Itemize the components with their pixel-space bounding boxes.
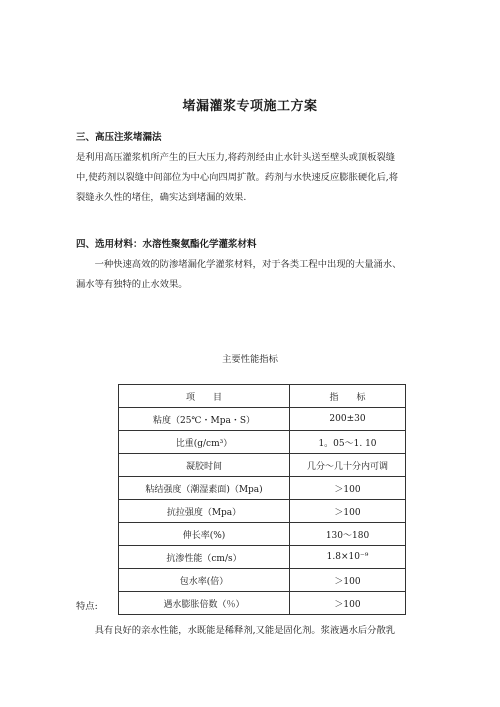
performance-table	[118, 384, 406, 615]
row-item: 粘结强度（潮湿素面)（Mpa)	[119, 477, 290, 500]
row-item: 包水率(倍）	[119, 569, 290, 592]
row-item: 粘度（25℃・Mpa・S）	[119, 408, 290, 431]
row-value: ＞100	[290, 477, 406, 500]
section-4-body	[76, 255, 436, 295]
header-value: 指 标	[290, 385, 406, 408]
row-value: 130～180	[290, 523, 406, 546]
row-item: 比重(g/cm³）	[119, 431, 290, 454]
table-row	[119, 431, 406, 454]
row-item: 抗渗性能（cm/s）	[119, 546, 290, 569]
section-3-body	[76, 148, 436, 208]
section-4-heading: 四、选用材料：水溶性聚氨酯化学灌浆材料	[76, 239, 257, 250]
section-3-line: 裂缝永久性的堵住，确实达到堵漏的效果.	[76, 192, 247, 203]
row-value: 几分～几十分内可调	[290, 454, 406, 477]
section-3-line: 是利用高压灌浆机所产生的巨大压力,将药剂经由止水针头送至壁头或顶板裂缝	[76, 152, 396, 163]
section-3-heading: 三、高压注浆堵漏法	[76, 132, 162, 143]
document-title: 堵漏灌浆专项施工方案	[182, 99, 318, 114]
table-row	[119, 523, 406, 546]
row-item: 抗拉强度（Mpa）	[119, 500, 290, 523]
table-header-row	[119, 385, 406, 408]
features-label: 特点:	[76, 601, 98, 612]
row-item: 遇水膨胀倍数（％）	[119, 592, 290, 615]
table-row	[119, 454, 406, 477]
table-caption: 主要性能指标	[222, 354, 278, 365]
row-value: ＞100	[290, 569, 406, 592]
table-row	[119, 546, 406, 569]
table-row	[119, 500, 406, 523]
header-item: 项 目	[119, 385, 290, 408]
row-item: 伸长率(%)	[119, 523, 290, 546]
section-4-line: 漏水等有独特的止水效果。	[76, 279, 188, 290]
features-section	[76, 598, 436, 636]
features-line: 具有良好的亲水性能，水既能是稀释剂,又能是固化剂。浆液遇水后分散乳	[94, 625, 396, 636]
row-value: 1.8×10⁻⁹	[290, 546, 406, 569]
section-4-line: 一种快速高效的防渗堵漏化学灌浆材料，对于各类工程中出现的大量涌水、	[94, 259, 402, 270]
row-value: ＞100	[290, 592, 406, 615]
row-value: 1。05～1. 10	[290, 431, 406, 454]
section-3-line: 中,使药剂以裂缝中间部位为中心向四周扩散。药剂与水快速反应膨胀硬化后,将	[76, 172, 399, 183]
table-row	[119, 477, 406, 500]
row-value: 200±30	[290, 408, 406, 431]
table-row	[119, 569, 406, 592]
row-value: ＞100	[290, 500, 406, 523]
row-item: 凝胶时间	[119, 454, 290, 477]
table-row	[119, 408, 406, 431]
